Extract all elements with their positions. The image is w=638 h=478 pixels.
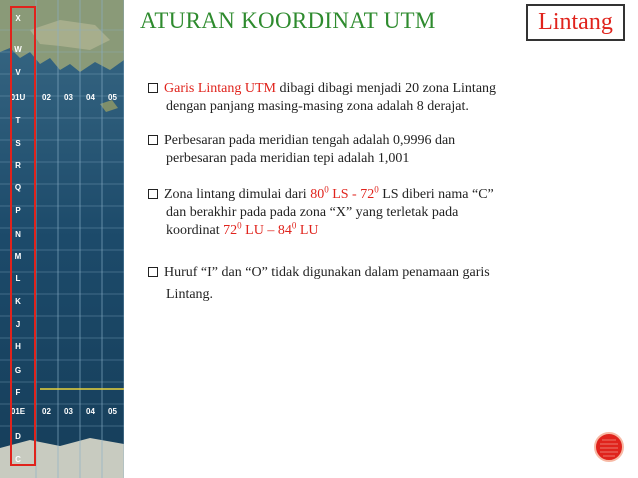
topic-tag: Lintang <box>526 4 625 41</box>
zone-label-c: C <box>15 455 21 464</box>
zone-label-q: Q <box>14 183 22 192</box>
top-column-02: 02 <box>42 93 51 102</box>
bullet-text: Zona lintang dimulai dari <box>164 187 311 202</box>
latitude-lu: LU <box>296 223 319 238</box>
bullet-text: dengan panjang masing-masing zona adalah 8 derajat. <box>166 99 469 114</box>
latitude-80: 80 <box>310 187 325 202</box>
zone-label-x: X <box>15 14 21 23</box>
zone-label-v: V <box>15 68 21 77</box>
bottom-column-05: 05 <box>108 407 117 416</box>
zone-label-m: M <box>14 252 22 261</box>
zone-label-p: P <box>15 206 21 215</box>
zone-label-j: J <box>15 320 21 329</box>
top-column-03: 03 <box>64 93 73 102</box>
bullet-zona-lintang <box>148 80 496 116</box>
zone-label-g: G <box>14 366 22 375</box>
bottom-column-04: 04 <box>86 407 95 416</box>
slide-title: ATURAN KOORDINAT UTM <box>140 8 436 33</box>
zone-label-n: N <box>15 230 21 239</box>
top-column-04: 04 <box>86 93 95 102</box>
bottom-column-02: 02 <box>42 407 51 416</box>
zone-label-k: K <box>15 297 21 306</box>
bullet-text: Huruf “I” dan “O” tidak digunakan dalam penamaan garis <box>164 265 490 280</box>
bullet-text: Perbesaran pada meridian tengah adalah 0,9996 dan <box>164 133 456 148</box>
checkbox-bullet-icon <box>148 189 158 199</box>
top-column-05: 05 <box>108 93 117 102</box>
zone-label-f: F <box>15 388 21 397</box>
degree-sup: 0 <box>324 184 329 195</box>
zone-label-l: L <box>15 274 21 283</box>
zone-label-d: D <box>15 432 21 441</box>
latitude-84-lu: LU – 84 <box>241 223 292 238</box>
degree-sup: 0 <box>237 220 242 231</box>
zone-label-s: S <box>15 139 21 148</box>
zone-highlight-frame <box>10 6 36 466</box>
latitude-72: LS - 72 <box>328 187 375 202</box>
next-slide-button[interactable] <box>594 432 624 462</box>
bullet-text: dan berakhir pada pada zona “X” yang terletak pada <box>166 205 459 220</box>
bullet-text: koordinat <box>166 223 224 238</box>
degree-sup: 0 <box>374 184 379 195</box>
bullet-huruf <box>148 264 490 304</box>
zone-label-h: H <box>15 342 21 351</box>
bullet-text: Lintang. <box>166 287 214 302</box>
zone-label-t: T <box>15 116 21 125</box>
checkbox-bullet-icon <box>148 135 158 145</box>
bullet-text: LS diberi nama “C” <box>378 187 494 202</box>
zone-label-w: W <box>14 45 22 54</box>
bottom-column-03: 03 <box>64 407 73 416</box>
utm-zone-map <box>0 0 124 478</box>
texture-icon <box>596 434 622 460</box>
latitude-72-lu: 72 <box>223 223 238 238</box>
checkbox-bullet-icon <box>148 267 158 277</box>
zone-label-e: 01E <box>10 407 26 416</box>
bullet-text: perbesaran pada meridian tepi adalah 1,001 <box>166 151 410 166</box>
bullet-zona-dimulai <box>148 186 494 240</box>
bullet-text: dibagi dibagi menjadi 20 zona Lintang <box>275 81 497 96</box>
checkbox-bullet-icon <box>148 83 158 93</box>
highlight-garis-lintang: Garis Lintang UTM <box>164 81 276 96</box>
bullet-perbesaran <box>148 132 455 168</box>
degree-sup: 0 <box>291 220 297 231</box>
zone-label-r: R <box>15 161 21 170</box>
zone-label-u: 01U <box>10 93 26 102</box>
